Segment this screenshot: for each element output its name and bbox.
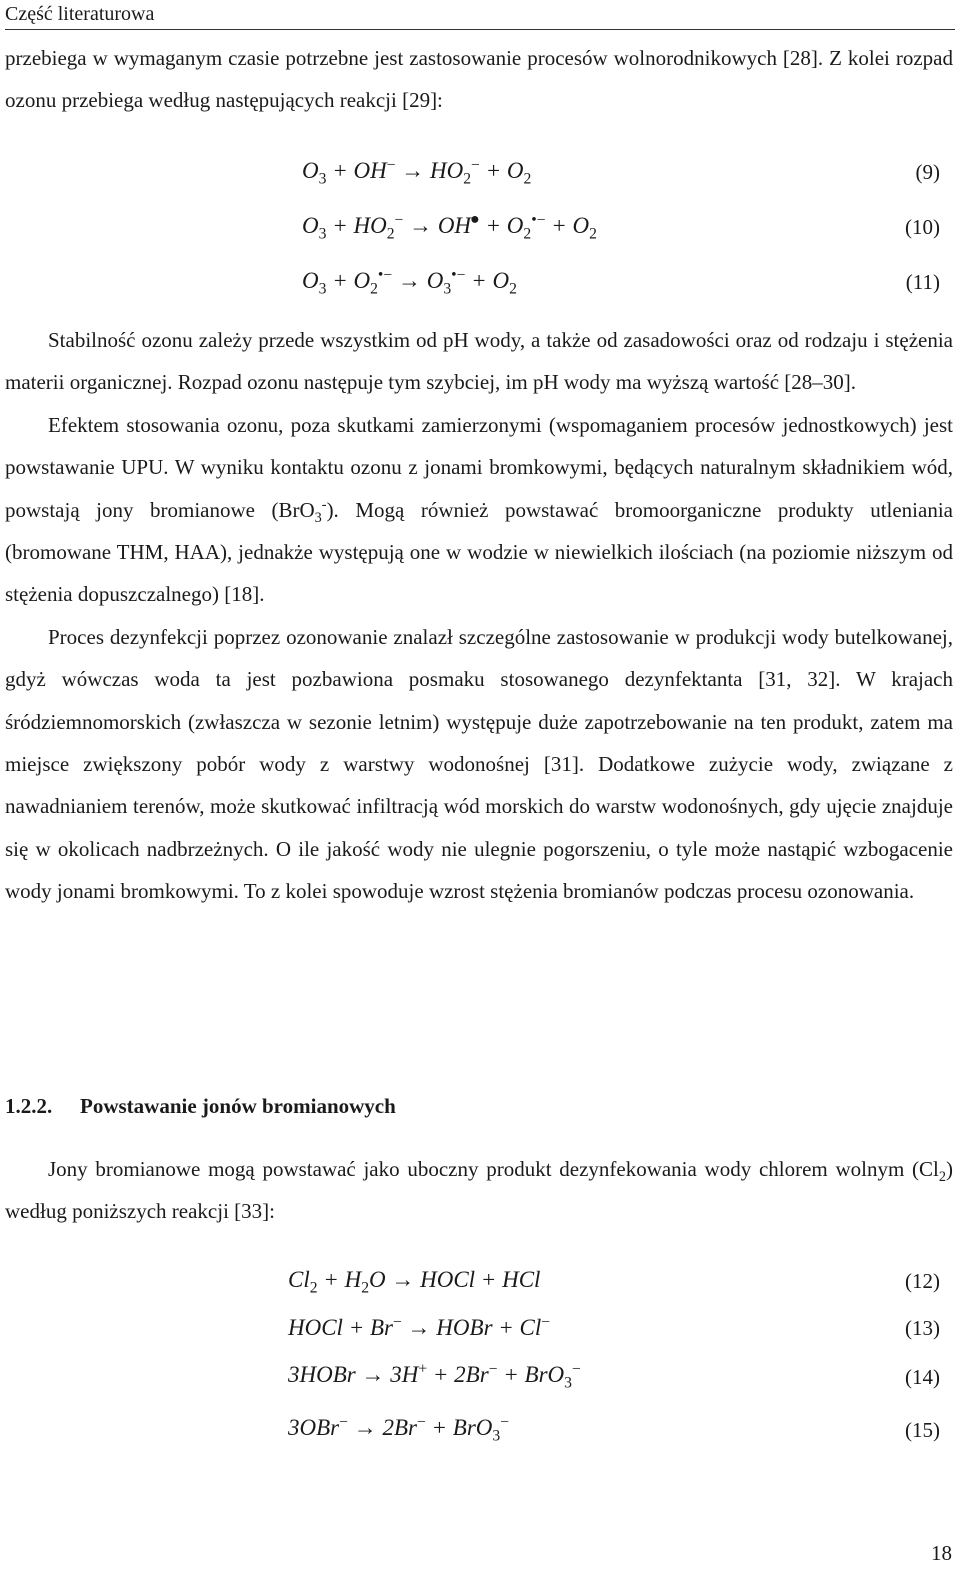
effect-superscript: - (321, 496, 327, 513)
process-paragraph: Proces dezynfekcji poprzez ozonowanie znalazł szczególne zastosowanie w produkcji wody butelkowanej, gdyż wówczas woda ta jest pozbawiona posmaku stosowanego dezynfektanta [31, 32]. W krajach śródziemnomorskich (zwłaszcza w sezonie letnim) występuje duże zapotrzebowanie na ten produkt, zatem ma miejsce zwiększony pobór wody z warstwy wodonośnej [31]. Dodatkowe zużycie wody, związane z nawadnianiem terenów, może skutkować infiltracją wód morskich do warstw wodonośnych, gdy ujęcie znajduje się w okolicach nadbrzeżnych. O ile jakość wody nie ulegnie pogorszeniu, o tyle może nastąpić wzbogacenie wody jonami bromkowymi. To z kolei spowoduje wzrost stężenia bromianów podczas procesu ozonowania. (5, 624, 953, 904)
effect-subscript: 3 (314, 509, 322, 526)
equation-13-number: (13) (905, 1316, 940, 1340)
equation-14-number: (14) (905, 1365, 940, 1389)
running-header (5, 2, 955, 30)
intro-paragraph: przebiega w wymaganym czasie potrzebne jest zastosowanie procesów wolnorodnikowych [28]. Z kolei rozpad ozonu przebiega według następujących reakcji [29]: (5, 46, 953, 113)
effect-text-a: Efektem stosowania ozonu, poza skutkami zamierzonymi (wspomaganiem procesów jednostkowych) jest powstawanie UPU. W wyniku kontaktu ozonu z jonami bromkowymi, będących naturalnym składnikiem wód, powstają jony bromianowe (BrO (5, 412, 953, 522)
equation-11-number: (11) (905, 270, 940, 294)
equation-10-number: (10) (905, 215, 940, 239)
intro-block (5, 37, 953, 122)
bromate-paragraph (5, 1148, 953, 1233)
equation-15-number: (15) (905, 1418, 940, 1442)
effect-paragraph (5, 404, 953, 616)
section-number: 1.2.2. (5, 1094, 53, 1118)
effect-text-b: ). Mogą również powstawać bromoorganiczne produkty utleniania (bromowane THM, HAA), jednakże występują one w wodzie w niewielkich ilościach (na poziomie niższym od stężenia dopuszczalnego) [18]. (5, 497, 953, 607)
running-header-title: Część literaturowa (5, 3, 155, 25)
body-block-2 (5, 1148, 953, 1233)
equation-10: $O_3 + HO_2^- \to OH^● + O_2^{•-} + O_2$ (302, 211, 597, 243)
equation-9: $O_3 + OH^- \to HO_2^- + O_2$ (302, 156, 532, 188)
equation-14: 3HOBr → 3H+ + 2Br− + BrO$_3$− (288, 1360, 581, 1392)
bromate-subscript: 2 (938, 1169, 946, 1186)
bromate-text-a: Jony bromianowe mogą powstawać jako uboczny produkt dezynfekowania wody chlorem wolnym (Cl (48, 1157, 939, 1181)
bromate-text-b: ) według poniższych reakcji [33]: (5, 1157, 953, 1224)
page-number: 18 (931, 1541, 952, 1565)
equation-12-number: (12) (905, 1269, 940, 1293)
equation-11: $O_3 + O_2^{•-} \to O_3^{•-} + O_2$ (302, 266, 517, 298)
section-heading (5, 1094, 396, 1119)
equation-13: HOCl + Br− → HOBr + Cl− (288, 1313, 551, 1340)
equation-9-number: (9) (915, 160, 940, 184)
equation-15: 3OBr− → 2Br− + BrO$_3$− (288, 1413, 510, 1445)
stability-paragraph: Stabilność ozonu zależy przede wszystkim od pH wody, a także od zasadowości oraz od rodzaju i stężenia materii organicznej. Rozpad ozonu następuje tym szybciej, im pH wody ma wyższą wartość [28–30]. (5, 328, 953, 395)
body-block-1 (5, 319, 953, 913)
section-title: Powstawanie jonów bromianowych (80, 1094, 396, 1118)
equation-12: $Cl_2 + H_2O$ → HOCl + HCl (288, 1267, 541, 1297)
